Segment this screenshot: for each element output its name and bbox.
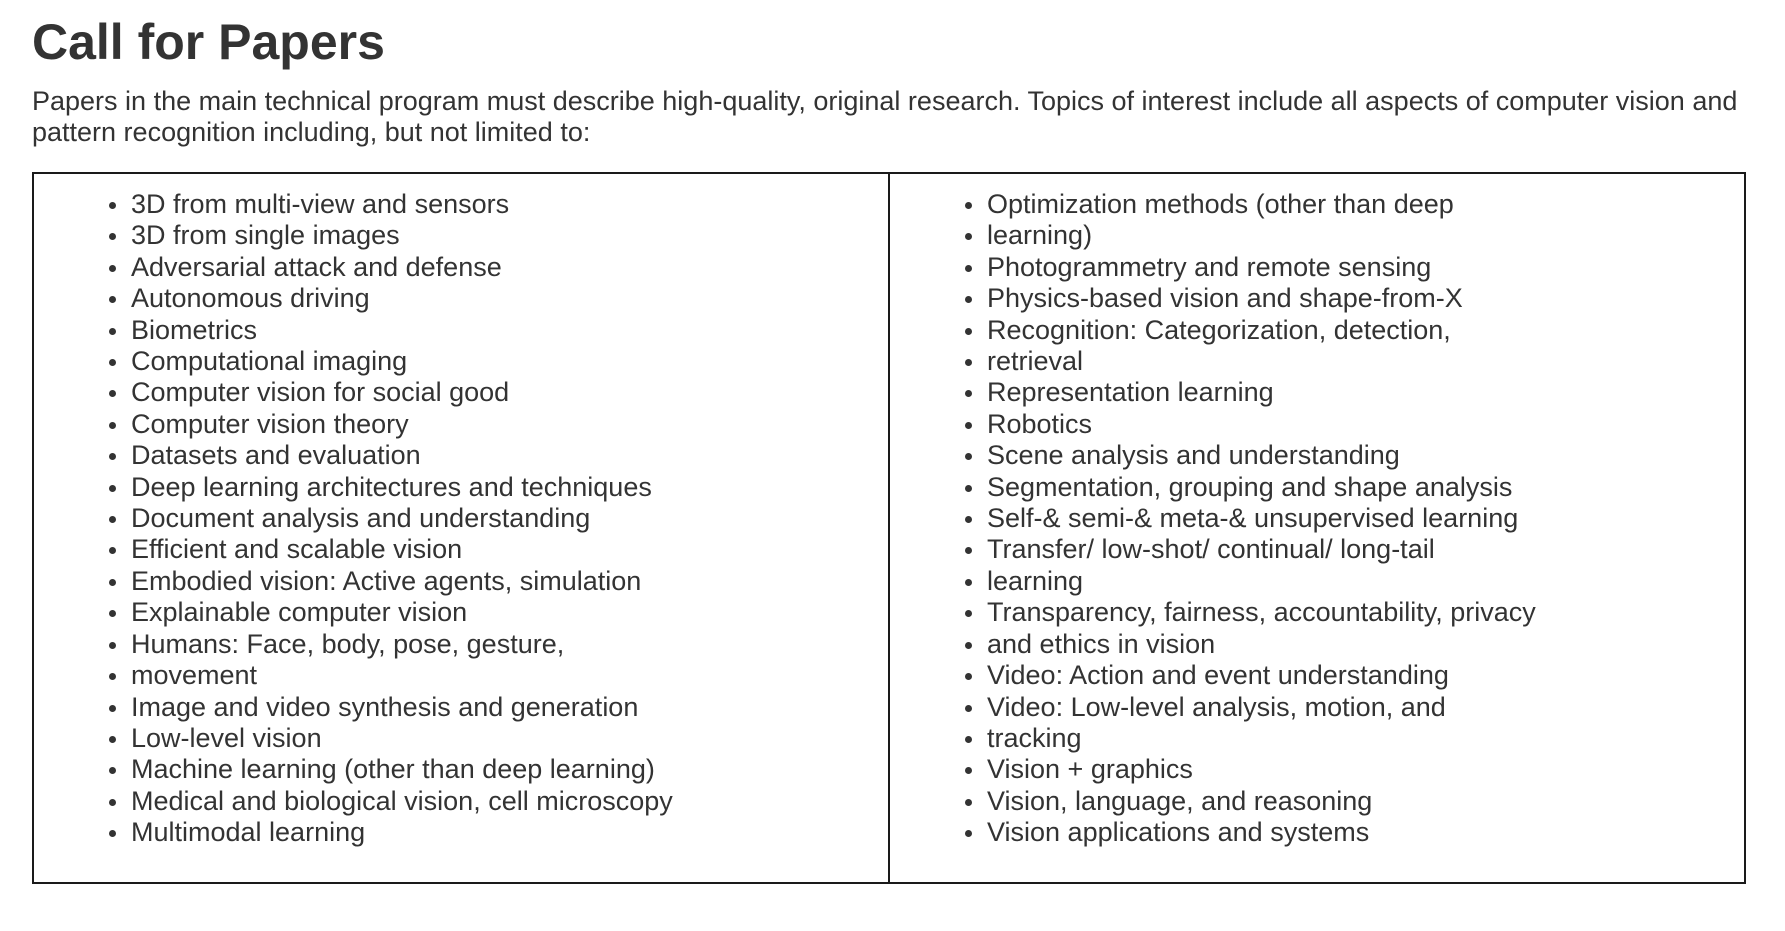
- topic-list-item: tracking: [987, 723, 1744, 754]
- topic-list-item: learning: [987, 566, 1744, 597]
- topic-list-item: Embodied vision: Active agents, simulation: [131, 566, 888, 597]
- topic-list-item: 3D from single images: [131, 220, 888, 251]
- topic-list-item: Transfer/ low-shot/ continual/ long-tail: [987, 534, 1744, 565]
- topic-list-item: Autonomous driving: [131, 283, 888, 314]
- topic-list-item: and ethics in vision: [987, 629, 1744, 660]
- topic-list-item: Humans: Face, body, pose, gesture,: [131, 629, 888, 660]
- page-title: Call for Papers: [32, 14, 385, 70]
- intro-paragraph: Papers in the main technical program must describe high-quality, original research. Topics of interest include all aspects of computer vision and pattern recognition including, but not limited to:: [32, 86, 1738, 147]
- topic-list-item: Vision + graphics: [987, 754, 1744, 785]
- topic-list-item: learning): [987, 220, 1744, 251]
- topic-list-item: Representation learning: [987, 377, 1744, 408]
- topic-list-item: Medical and biological vision, cell microscopy: [131, 786, 888, 817]
- topic-list-item: Robotics: [987, 409, 1744, 440]
- topic-list-item: Multimodal learning: [131, 817, 888, 848]
- topic-list-item: Computer vision theory: [131, 409, 888, 440]
- topic-list-item: Low-level vision: [131, 723, 888, 754]
- topic-list-item: Vision, language, and reasoning: [987, 786, 1744, 817]
- topics-table: [32, 172, 1746, 884]
- topic-list-item: Document analysis and understanding: [131, 503, 888, 534]
- topic-list-item: Photogrammetry and remote sensing: [987, 252, 1744, 283]
- topics-column-right: [889, 173, 1745, 883]
- topic-list-item: retrieval: [987, 346, 1744, 377]
- topic-list-left: [34, 189, 888, 849]
- topic-list-item: Self-& semi-& meta-& unsupervised learning: [987, 503, 1744, 534]
- topic-list-item: Adversarial attack and defense: [131, 252, 888, 283]
- topic-list-item: Vision applications and systems: [987, 817, 1744, 848]
- topic-list-item: Recognition: Categorization, detection,: [987, 315, 1744, 346]
- topic-list-item: 3D from multi-view and sensors: [131, 189, 888, 220]
- topic-list-item: Physics-based vision and shape-from-X: [987, 283, 1744, 314]
- topic-list-right: [890, 189, 1744, 849]
- topic-list-item: Explainable computer vision: [131, 597, 888, 628]
- topic-list-item: Segmentation, grouping and shape analysis: [987, 472, 1744, 503]
- topic-list-item: Computer vision for social good: [131, 377, 888, 408]
- topic-list-item: Efficient and scalable vision: [131, 534, 888, 565]
- topic-list-item: Scene analysis and understanding: [987, 440, 1744, 471]
- topics-column-left: [33, 173, 889, 883]
- topic-list-item: Video: Low-level analysis, motion, and: [987, 692, 1744, 723]
- topic-list-item: Computational imaging: [131, 346, 888, 377]
- topic-list-item: Optimization methods (other than deep: [987, 189, 1744, 220]
- topics-table-row: [33, 173, 1745, 883]
- topic-list-item: Biometrics: [131, 315, 888, 346]
- topic-list-item: movement: [131, 660, 888, 691]
- topic-list-item: Machine learning (other than deep learning): [131, 754, 888, 785]
- topic-list-item: Video: Action and event understanding: [987, 660, 1744, 691]
- topic-list-item: Deep learning architectures and techniques: [131, 472, 888, 503]
- topic-list-item: Transparency, fairness, accountability, privacy: [987, 597, 1744, 628]
- topic-list-item: Image and video synthesis and generation: [131, 692, 888, 723]
- topic-list-item: Datasets and evaluation: [131, 440, 888, 471]
